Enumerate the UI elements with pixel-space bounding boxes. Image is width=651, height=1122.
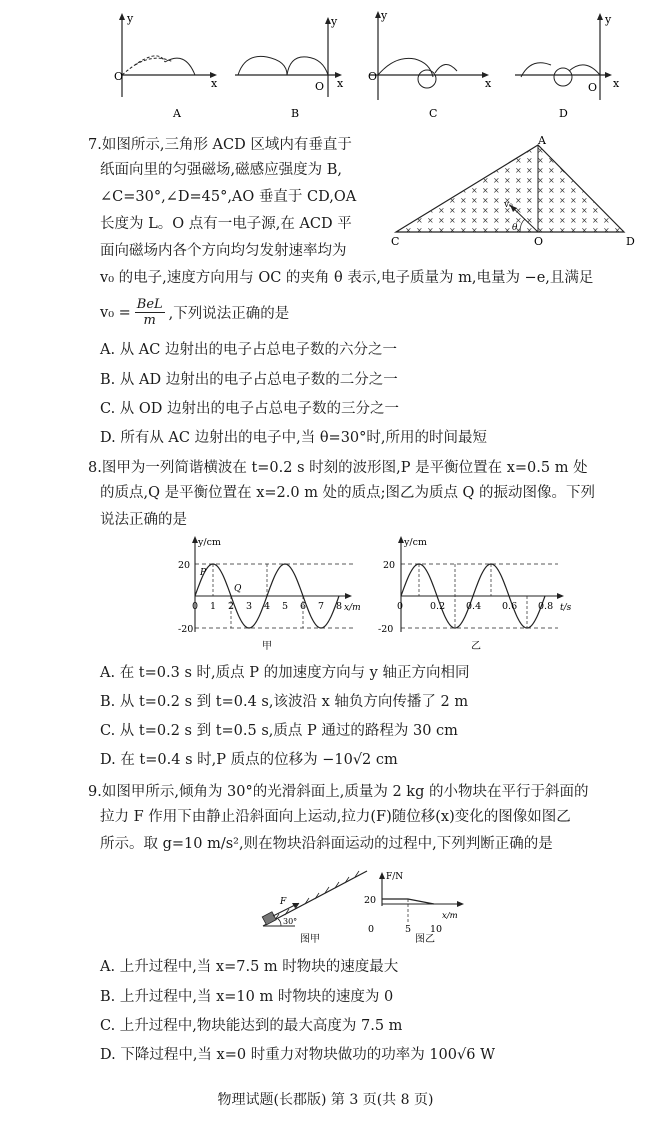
q8-chart-jia — [178, 532, 378, 654]
jia-caption: 甲 — [262, 641, 272, 652]
yi-x-label: t/s — [560, 603, 572, 613]
q8-option-c[interactable]: C. 从 t=0.2 s 到 t=0.5 s,质点 P 通过的路程为 30 cm — [100, 723, 458, 739]
origin-label: O — [114, 70, 124, 83]
yi-xtick: 0.2 — [430, 601, 446, 612]
top-options-figure — [95, 5, 635, 125]
point-p-label: P — [200, 568, 207, 578]
jia-xtick: 6 — [300, 601, 307, 612]
incline-angle-label: 30° — [283, 917, 298, 926]
yi-xtick: 0 — [397, 601, 404, 612]
origin-label: O — [315, 80, 325, 93]
q9-option-c[interactable]: C. 上升过程中,物块能达到的最大高度为 7.5 m — [100, 1018, 403, 1034]
q7-option-b[interactable]: B. 从 AD 边射出的电子占总电子数的二分之一 — [100, 372, 398, 388]
q7-stem-line-1: 7.如图所示,三角形 ACD 区域内有垂直于 — [88, 137, 352, 153]
point-q-label: Q — [234, 584, 242, 594]
jia-x-ticks — [192, 601, 342, 612]
option-d-label: D — [559, 107, 568, 120]
jia-xtick: 8 — [336, 601, 343, 612]
q9-option-b[interactable]: B. 上升过程中,当 x=10 m 时物块的速度为 0 — [100, 989, 394, 1005]
yi-x-ticks — [397, 601, 553, 612]
axis-y-label: y — [605, 13, 612, 26]
origin-label: O — [588, 81, 598, 94]
q7-formula-prefix: v₀ = — [100, 304, 131, 321]
q7-option-d[interactable]: D. 所有从 AC 边射出的电子中,当 θ=30°时,所用的时间最短 — [100, 430, 488, 446]
velocity-label: v₀ — [504, 200, 513, 210]
fig-jia-caption: 图甲 — [300, 934, 320, 945]
vertex-c-label: C — [391, 235, 400, 248]
fx-y-label: F/N — [386, 872, 404, 882]
q8-chart-yi — [378, 532, 578, 654]
fx-xtick-5: 5 — [405, 924, 412, 935]
yi-y-label: y/cm — [404, 537, 427, 548]
q7-stem-line-4: 长度为 L。O 点有一电子源,在 ACD 平 — [100, 216, 352, 232]
jia-x-label: x/m — [344, 603, 361, 613]
yi-caption: 乙 — [471, 641, 481, 652]
q8-stem-line-2: 的质点,Q 是平衡位置在 x=2.0 m 处的质点;图乙为质点 Q 的振动图像。下列 — [100, 485, 596, 501]
jia-xtick: 7 — [318, 601, 325, 612]
yi-ytick-20: 20 — [383, 560, 396, 571]
option-a-figure — [114, 12, 218, 120]
q7-formula-line — [100, 297, 289, 328]
q7-triangle-figure — [392, 135, 642, 250]
jia-xtick: 1 — [210, 601, 217, 612]
jia-xtick: 2 — [228, 601, 235, 612]
theta-label: θ — [512, 223, 518, 233]
option-a-label: A — [173, 107, 181, 120]
q9-force-graph — [362, 866, 482, 946]
fx-ytick-20: 20 — [364, 895, 377, 906]
axis-x-label: x — [337, 77, 344, 90]
jia-xtick: 3 — [246, 601, 253, 612]
q9-stem-line-2: 拉力 F 作用下由静止沿斜面向上运动,拉力(F)随位移(x)变化的图像如图乙 — [100, 809, 571, 825]
q7-stem-line-6: v₀ 的电子,速度方向用与 OC 的夹角 θ 表示,电子质量为 m,电量为 −e,且满足 — [100, 270, 594, 286]
q8-option-b[interactable]: B. 从 t=0.2 s 到 t=0.4 s,该波沿 x 轴负方向传播了 2 m — [100, 694, 469, 710]
point-o-label: O — [534, 235, 544, 248]
option-c-figure — [368, 9, 492, 120]
yi-xtick: 0.4 — [466, 601, 482, 612]
axis-y-label: y — [381, 9, 388, 22]
jia-xtick: 5 — [282, 601, 289, 612]
fx-x-label: x/m — [442, 911, 458, 921]
axis-y-label: y — [331, 15, 338, 28]
q8-stem-line-3: 说法正确的是 — [100, 512, 187, 528]
q9-stem-line-1: 9.如图甲所示,倾角为 30°的光滑斜面上,质量为 2 kg 的小物块在平行于斜面的 — [88, 784, 589, 800]
q8-stem-line-1: 8.图甲为一列简谐横波在 t=0.2 s 时刻的波形图,P 是平衡位置在 x=0.5 m 处 — [88, 460, 588, 476]
yi-ytick-neg20: -20 — [378, 624, 394, 635]
vertex-d-label: D — [626, 235, 635, 248]
q9-stem-line-3: 所示。取 g=10 m/s²,则在物块沿斜面运动的过程中,下列判断正确的是 — [100, 836, 553, 852]
yi-xtick: 0.8 — [538, 601, 554, 612]
q7-option-c[interactable]: C. 从 OD 边射出的电子占总电子数的三分之一 — [100, 401, 400, 417]
axis-y-label: y — [127, 12, 134, 25]
origin-label: O — [368, 70, 378, 83]
jia-xtick: 0 — [192, 601, 199, 612]
axis-x-label: x — [211, 77, 218, 90]
q8-option-d[interactable]: D. 在 t=0.4 s 时,P 质点的位移为 −10√2 cm — [100, 752, 398, 768]
q7-stem-line-2: 纸面向里的匀强磁场,磁感应强度为 B, — [100, 162, 342, 178]
q7-formula-numerator: BeL — [136, 297, 163, 312]
axis-x-label: x — [613, 77, 620, 90]
option-c-label: C — [429, 107, 438, 120]
q9-option-a[interactable]: A. 上升过程中,当 x=7.5 m 时物块的速度最大 — [100, 959, 399, 975]
jia-y-label: y/cm — [198, 537, 221, 548]
q9-option-d[interactable]: D. 下降过程中,当 x=0 时重力对物块做功的功率为 100√6 W — [100, 1047, 495, 1063]
jia-ytick-neg20: -20 — [178, 624, 194, 635]
vertex-a-label: A — [538, 134, 546, 147]
fx-xtick-10: 10 — [430, 924, 443, 935]
option-b-label: B — [291, 107, 300, 120]
page-footer: 物理试题(长郡版) 第 3 页(共 8 页) — [217, 1092, 434, 1108]
q7-formula-denominator: m — [143, 313, 156, 328]
q7-stem-line-3: ∠C=30°,∠D=45°,AO 垂直于 CD,OA — [100, 189, 357, 205]
force-f-label: F — [280, 897, 287, 907]
jia-ytick-20: 20 — [178, 560, 191, 571]
fig-yi-caption: 图乙 — [415, 934, 435, 945]
q7-formula-fraction — [135, 297, 165, 328]
option-d-figure — [515, 13, 620, 120]
yi-xtick: 0.6 — [502, 601, 518, 612]
q7-stem-line-5: 面向磁场内各个方向均匀发射速率均为 — [100, 243, 347, 259]
q8-option-a[interactable]: A. 在 t=0.3 s 时,质点 P 的加速度方向与 y 轴正方向相同 — [100, 665, 470, 681]
q7-option-a[interactable]: A. 从 AC 边射出的电子占总电子数的六分之一 — [100, 342, 397, 358]
axis-x-label: x — [485, 77, 492, 90]
q7-formula-suffix: ,下列说法正确的是 — [168, 306, 290, 322]
q9-incline-figure — [255, 866, 375, 946]
option-b-figure — [235, 15, 344, 120]
jia-xtick: 4 — [264, 601, 271, 612]
fx-xtick-0: 0 — [368, 924, 375, 935]
